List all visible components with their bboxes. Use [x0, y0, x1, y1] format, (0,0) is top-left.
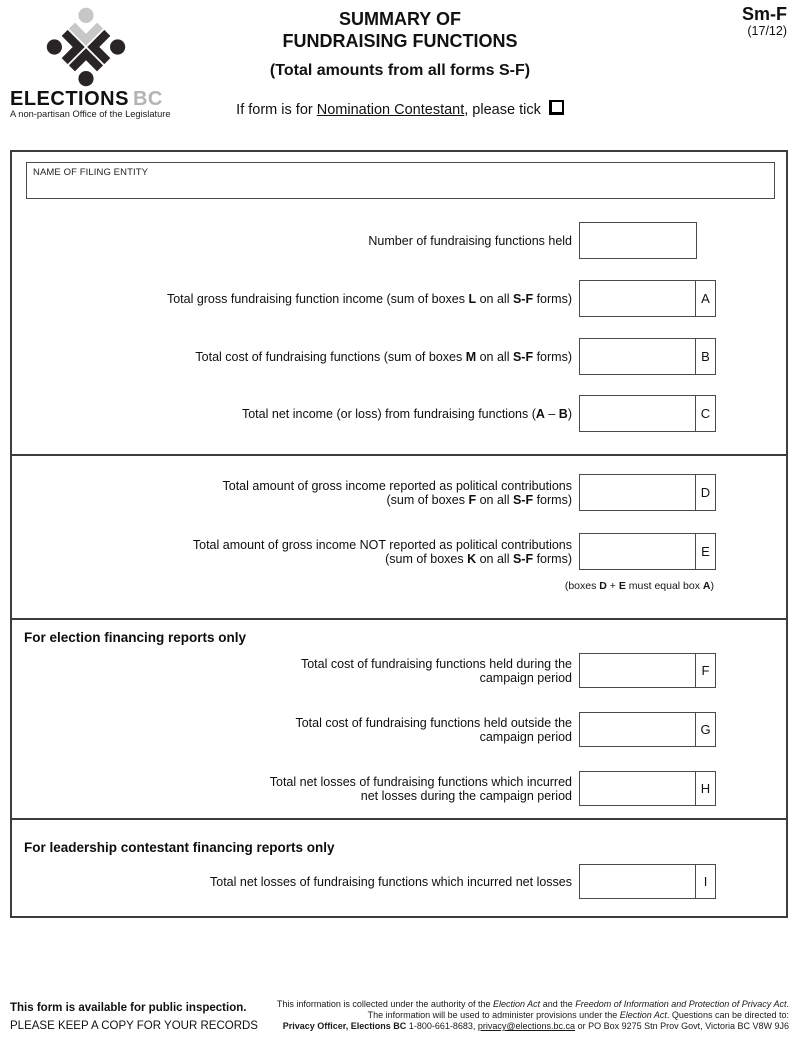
- box-a-input[interactable]: [579, 280, 716, 317]
- section-header-leadership: For leadership contestant financing reports only: [24, 840, 335, 855]
- box-h-input[interactable]: [579, 771, 716, 806]
- name-of-filing-entity-label: NAME OF FILING ENTITY: [33, 167, 149, 178]
- row-label-b: Total cost of fundraising functions (sum of boxes M on all S-F forms): [195, 349, 572, 364]
- name-of-filing-entity-field[interactable]: [26, 162, 775, 199]
- box-b-letter: B: [695, 339, 715, 374]
- page-title-line1: SUMMARY OF: [338, 9, 461, 29]
- footer-left-block: [10, 1001, 258, 1033]
- section-divider-3: [11, 818, 787, 820]
- row-label-e: Total amount of gross income NOT reported as political contributions (sum of boxes K on all S-F forms): [192, 537, 572, 566]
- box-c-input[interactable]: [579, 395, 716, 432]
- section-divider-2: [11, 618, 787, 620]
- privacy-line-2: The information will be used to administer provisions under the Election Act. Questions can be directed to:: [367, 1010, 789, 1020]
- box-f-input[interactable]: [579, 653, 716, 688]
- public-inspection-note: This form is available for public inspection.: [10, 1002, 247, 1014]
- form-title-block: [190, 0, 610, 119]
- row-label-f: Total cost of fundraising functions held during the campaign period: [300, 656, 572, 685]
- box-i-input[interactable]: [579, 864, 716, 899]
- box-e-input[interactable]: [579, 533, 716, 570]
- box-h-letter: H: [695, 772, 715, 805]
- form-code: Sm-F: [742, 4, 787, 24]
- row-label-c: Total net income (or loss) from fundraising functions (A – B): [241, 406, 572, 421]
- page-title-line2: FUNDRAISING FUNCTIONS: [282, 31, 518, 51]
- row-label-i: Total net losses of fundraising functions which incurred net losses: [210, 874, 572, 889]
- section-divider-1: [11, 454, 787, 456]
- privacy-line-1: This information is collected under the authority of the Election Act and the Freedom of Information and Protection of Privacy Act.: [276, 999, 789, 1009]
- row-label-d: Total amount of gross income reported as political contributions (sum of boxes F on all S-F forms): [222, 478, 572, 507]
- functions-held-input[interactable]: [579, 222, 697, 259]
- nomination-checkbox[interactable]: [549, 100, 564, 115]
- box-e-letter: E: [695, 534, 715, 569]
- elections-bc-logo-icon: [36, 4, 136, 90]
- box-g-letter: G: [695, 713, 715, 746]
- form-main-box: [10, 150, 788, 918]
- boxes-d-e-note: (boxes D + E must equal box A): [564, 580, 714, 592]
- logo-wordmark: ELECTIONS BC: [10, 88, 163, 110]
- footer-privacy-block: [229, 999, 789, 1032]
- box-d-letter: D: [695, 475, 715, 510]
- box-g-input[interactable]: [579, 712, 716, 747]
- elections-bc-logo: [10, 4, 185, 119]
- form-code-block: [742, 4, 787, 39]
- box-b-input[interactable]: [579, 338, 716, 375]
- page-subtitle: (Total amounts from all forms S-F): [269, 62, 531, 79]
- row-label-h: Total net losses of fundraising functions which incurred net losses during the campaign period: [269, 774, 572, 803]
- row-label-functions-held: Number of fundraising functions held: [368, 233, 572, 248]
- form-version: (17/12): [747, 24, 787, 38]
- row-label-a: Total gross fundraising function income (sum of boxes L on all S-F forms): [166, 291, 572, 306]
- box-a-letter: A: [695, 281, 715, 316]
- section-header-election: For election financing reports only: [24, 630, 247, 645]
- box-d-input[interactable]: [579, 474, 716, 511]
- row-label-g: Total cost of fundraising functions held outside the campaign period: [295, 715, 572, 744]
- nomination-contestant-line: [190, 100, 610, 119]
- box-i-letter: I: [695, 865, 715, 898]
- nomination-text: If form is for Nomination Contestant, please tick: [236, 102, 541, 118]
- keep-copy-note: PLEASE KEEP A COPY FOR YOUR RECORDS: [10, 1020, 258, 1032]
- privacy-line-3: Privacy Officer, Elections BC 1-800-661-8683, privacy@elections.bc.ca or PO Box 9275 Stn Prov Govt, Victoria BC V8W 9J6: [282, 1021, 789, 1031]
- logo-tagline: A non-partisan Office of the Legislature: [10, 109, 171, 119]
- box-c-letter: C: [695, 396, 715, 431]
- box-f-letter: F: [695, 654, 715, 687]
